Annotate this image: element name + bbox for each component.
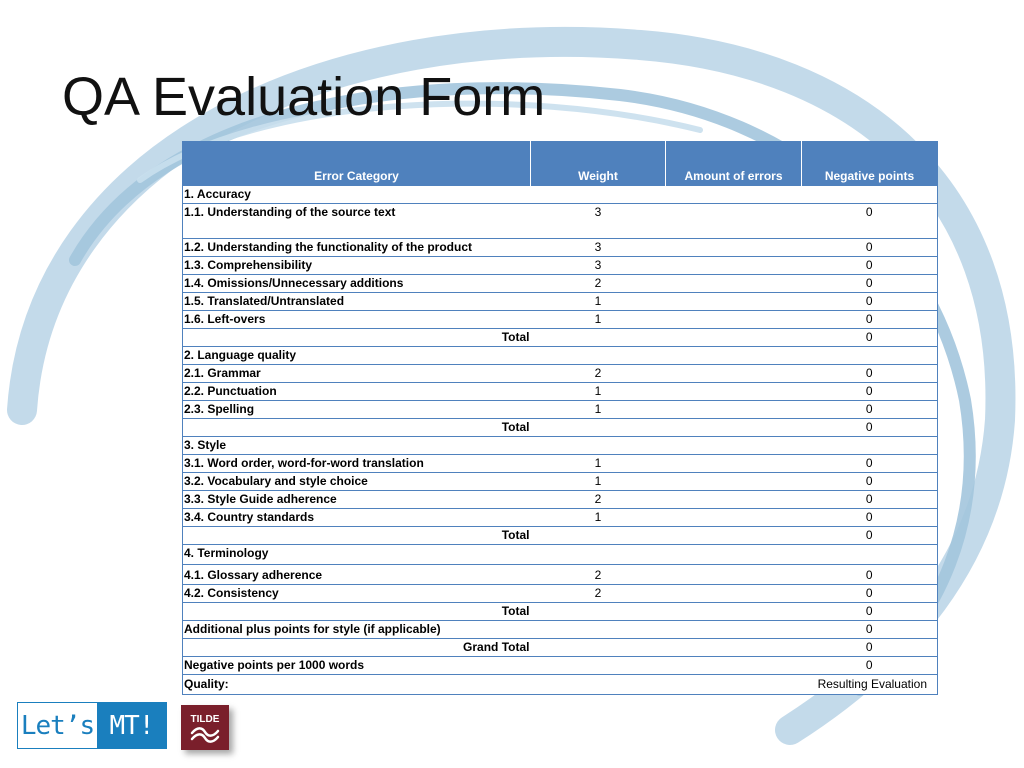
- row-negative-points: 0: [865, 240, 873, 254]
- row-amount-of-errors[interactable]: [666, 585, 802, 603]
- letsmt-logo-left: Let’s: [20, 710, 95, 741]
- section-label: 2. Language quality: [184, 348, 297, 362]
- row-amount-of-errors[interactable]: [666, 401, 802, 419]
- table-row: [183, 365, 938, 383]
- row-weight: 1: [594, 312, 602, 326]
- table-row: [183, 311, 938, 329]
- row-weight: [531, 639, 666, 657]
- table-row: [183, 585, 938, 603]
- table-row-grand-total: [183, 639, 938, 657]
- slide-title: QA Evaluation Form: [62, 67, 546, 127]
- total-label: Total: [501, 330, 530, 344]
- row-amount-of-errors[interactable]: [666, 293, 802, 311]
- row-negative-points: 0: [865, 294, 873, 308]
- row-weight: 1: [594, 456, 602, 470]
- row-weight: [531, 675, 666, 695]
- table-row: [183, 275, 938, 293]
- table-row-section: [183, 437, 938, 455]
- table-header-row: [183, 142, 938, 187]
- row-weight: 3: [594, 258, 602, 272]
- row-label: 1.6. Left-overs: [184, 312, 266, 326]
- row-amount-of-errors[interactable]: [666, 473, 802, 491]
- row-weight: 1: [594, 474, 602, 488]
- row-weight: 1: [594, 402, 602, 416]
- row-weight: [531, 527, 666, 545]
- row-negative-points: 0: [865, 568, 873, 582]
- row-amount-of-errors[interactable]: [666, 239, 802, 257]
- row-negative-points: 0: [865, 510, 873, 524]
- qa-evaluation-table: [182, 141, 938, 695]
- row-negative-points: 0: [865, 622, 873, 636]
- row-weight: 2: [594, 568, 602, 582]
- table-row-additional-points: [183, 621, 938, 639]
- row-amount-of-errors: [666, 657, 802, 675]
- grand-total-label: Grand Total: [463, 640, 530, 654]
- table-row: [183, 565, 938, 585]
- row-negative-points: 0: [865, 474, 873, 488]
- row-weight: 2: [594, 276, 602, 290]
- row-weight: [531, 657, 666, 675]
- table-row: [183, 509, 938, 527]
- row-label: 4.2. Consistency: [184, 586, 279, 600]
- table-row: [183, 204, 938, 239]
- row-amount-of-errors[interactable]: [666, 204, 802, 239]
- row-negative-points: 0: [865, 658, 873, 672]
- header-weight: Weight: [531, 142, 666, 187]
- row-label: 2.2. Punctuation: [184, 384, 277, 398]
- table-row-total: [183, 419, 938, 437]
- table-row-section: [183, 347, 938, 365]
- quality-label: Quality:: [184, 677, 229, 691]
- table-row-section: [183, 186, 938, 204]
- total-label: Total: [501, 420, 530, 434]
- table-row-total: [183, 603, 938, 621]
- row-weight: 3: [594, 205, 602, 219]
- grand-total-negative-points: 0: [865, 640, 873, 654]
- row-label: 3.2. Vocabulary and style choice: [184, 474, 368, 488]
- row-label: 4.1. Glossary adherence: [184, 568, 323, 582]
- row-amount-of-errors: [666, 603, 802, 621]
- row-label: 1.3. Comprehensibility: [184, 258, 313, 272]
- row-weight: 3: [594, 240, 602, 254]
- letsmt-logo-right: MT!: [97, 703, 166, 748]
- table-row: [183, 383, 938, 401]
- row-label: 3.4. Country standards: [184, 510, 315, 524]
- row-label: Additional plus points for style (if applicable): [184, 622, 441, 636]
- letsmt-logo: [17, 702, 167, 749]
- table-row: [183, 257, 938, 275]
- table-row-total: [183, 329, 938, 347]
- section-label: 4. Terminology: [184, 546, 269, 560]
- row-label: 2.1. Grammar: [184, 366, 261, 380]
- table-row-section: [183, 545, 938, 565]
- header-negative-points: Negative points: [802, 142, 938, 187]
- row-negative-points: 0: [865, 276, 873, 290]
- total-negative-points: 0: [865, 330, 873, 344]
- row-label: 2.3. Spelling: [184, 402, 255, 416]
- row-label: 1.5. Translated/Untranslated: [184, 294, 345, 308]
- row-negative-points: 0: [865, 312, 873, 326]
- section-label: 1. Accuracy: [184, 187, 251, 201]
- row-negative-points: 0: [865, 258, 873, 272]
- row-amount-of-errors[interactable]: [666, 311, 802, 329]
- row-amount-of-errors[interactable]: [666, 509, 802, 527]
- row-negative-points: 0: [865, 492, 873, 506]
- row-amount-of-errors[interactable]: [666, 383, 802, 401]
- table-row: [183, 491, 938, 509]
- row-label: 1.1. Understanding of the source text: [184, 205, 396, 219]
- quality-result: Resulting Evaluation: [817, 677, 927, 691]
- tilde-logo-text: TILDE: [190, 713, 220, 725]
- row-label: 3.1. Word order, word-for-word translation: [184, 456, 424, 470]
- row-amount-of-errors[interactable]: [666, 565, 802, 585]
- row-negative-points: 0: [865, 384, 873, 398]
- total-negative-points: 0: [865, 528, 873, 542]
- row-negative-points: 0: [865, 402, 873, 416]
- row-amount-of-errors: [666, 419, 802, 437]
- tilde-logo: [181, 705, 229, 750]
- row-amount-of-errors[interactable]: [666, 257, 802, 275]
- table-row: [183, 401, 938, 419]
- row-amount-of-errors[interactable]: [666, 275, 802, 293]
- row-amount-of-errors[interactable]: [666, 621, 802, 639]
- row-weight: 2: [594, 492, 602, 506]
- table-row: [183, 473, 938, 491]
- row-amount-of-errors[interactable]: [666, 455, 802, 473]
- row-weight: 1: [594, 384, 602, 398]
- tilde-wave-icon: [189, 726, 221, 744]
- table-row-quality: [183, 675, 938, 695]
- row-weight: 2: [594, 366, 602, 380]
- total-negative-points: 0: [865, 420, 873, 434]
- section-label: 3. Style: [184, 438, 227, 452]
- row-weight: 1: [594, 510, 602, 524]
- row-negative-points: 0: [865, 456, 873, 470]
- row-label: 1.4. Omissions/Unnecessary additions: [184, 276, 404, 290]
- row-weight: [531, 621, 666, 639]
- row-weight: [531, 603, 666, 621]
- row-negative-points: 0: [865, 586, 873, 600]
- table-row: [183, 455, 938, 473]
- table-row-per-1000-words: [183, 657, 938, 675]
- row-amount-of-errors: [666, 527, 802, 545]
- table-row: [183, 239, 938, 257]
- row-negative-points: 0: [865, 205, 873, 219]
- table-row: [183, 293, 938, 311]
- table-row-total: [183, 527, 938, 545]
- total-label: Total: [501, 528, 530, 542]
- total-negative-points: 0: [865, 604, 873, 618]
- row-weight: 2: [594, 586, 602, 600]
- total-label: Total: [501, 604, 530, 618]
- header-error-category: Error Category: [183, 142, 531, 187]
- row-label: 3.3. Style Guide adherence: [184, 492, 337, 506]
- row-amount-of-errors: [666, 329, 802, 347]
- row-amount-of-errors: [666, 639, 802, 657]
- row-amount-of-errors[interactable]: [666, 491, 802, 509]
- row-label: 1.2. Understanding the functionality of the product: [184, 240, 473, 254]
- row-amount-of-errors[interactable]: [666, 365, 802, 383]
- row-weight: [531, 329, 666, 347]
- row-negative-points: 0: [865, 366, 873, 380]
- row-weight: 1: [594, 294, 602, 308]
- header-amount-of-errors: Amount of errors: [666, 142, 802, 187]
- row-weight: [531, 419, 666, 437]
- row-label: Negative points per 1000 words: [184, 658, 365, 672]
